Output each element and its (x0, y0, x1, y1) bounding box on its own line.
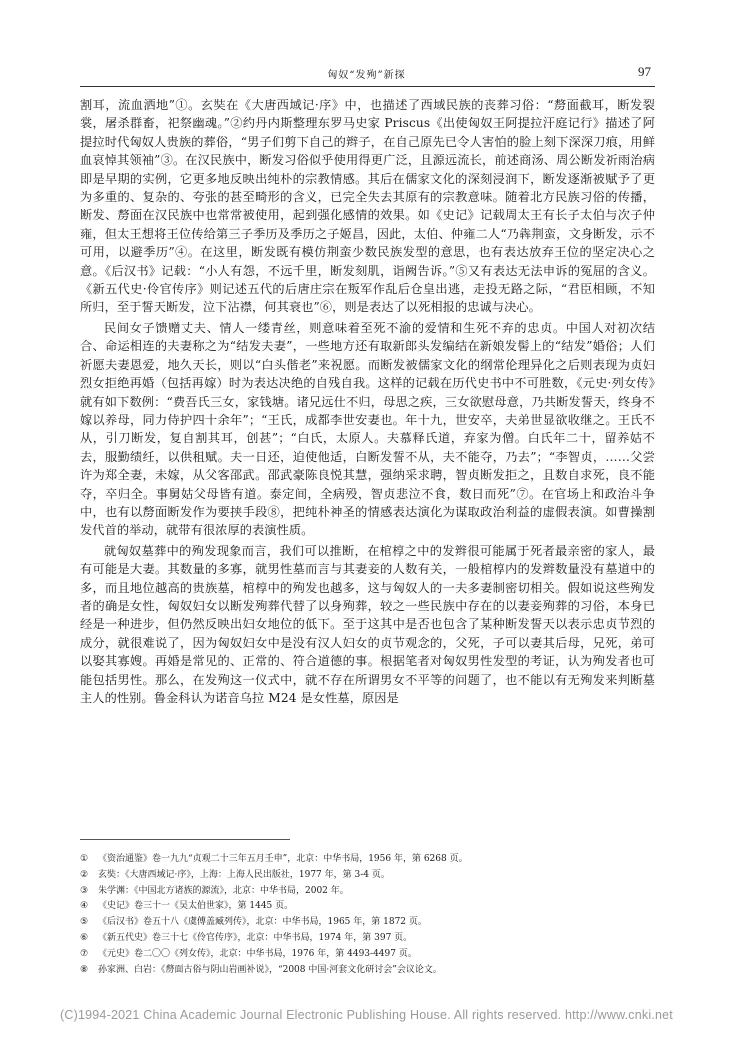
footnote (80, 947, 655, 963)
footnote-text: 朱学渊：《中国北方诸族的源流》，北京：中华书局，2002 年。 (98, 885, 349, 896)
paragraph: 割耳，流血洒地”①。玄奘在《大唐西域记·序》中，也描述了西域民族的丧葬习俗：“剺面截耳，断发裂裳，屠杀群畜，祀祭幽魂。”②约丹内斯整理东罗马史家 Priscus《出使匈奴王阿提拉汗庭记行》描述了阿提拉时代匈奴人贵族的葬俗，“男子们剪下自己的辫子，在自己原先已令人害怕的脸上刻下深深刀痕，用鲜血哀悼其领袖”③。在汉民族中，断发习俗似乎使用得更广泛，且源远流长，前述商汤、周公断发祈雨治病即是早期的实例，它更多地反映出纯朴的宗教情感。其后在儒家文化的深刻浸润下，断发逐渐被赋予了更为多重的、复杂的、夸张的甚至畸形的含义，已完全失去其原有的宗教意味。随着北方民族习俗的传播，断发、剺面在汉民族中也常常被使用，起到强化感情的效果。如《史记》记载周太王有长子太伯与次子仲雍，但太王想将王位传给第三子季历及季历之子姬昌，因此，太伯、仲雍二人“乃犇荆蛮，文身断发，示不可用，以避季历”④。在这里，断发既有模仿荆蛮少数民族发型的意思，也有表达放弃王位的坚定决心之意。《后汉书》记载：“小人有怨，不远千里，断发刻肌，诣阙告诉。”⑤又有表达无法申诉的冤屈的含义。《新五代史·伶官传序》则记述五代的后唐庄宗在叛军作乱后仓皇出逃，走投无路之际，“君臣相顾，不知所归，至于誓天断发，泣下沾襟，何其衰也”⑥，则是表达了以死相报的忠诚与决心。 (80, 98, 655, 315)
footnote-number: ③ (80, 885, 89, 896)
footnote-text: 《元史》卷二〇〇《列女传》，北京：中华书局，1976 年，第 4493-4497 页。 (98, 948, 417, 959)
footnote (80, 931, 655, 947)
main-text (80, 96, 655, 708)
footnote-text: 《后汉书》卷五十八《虞傅盖臧列传》，北京：中华书局，1965 年，第 1872 页。 (98, 917, 427, 928)
footnote-text: 《资治通鉴》卷一九九“贞观二十三年五月壬申”，北京：中华书局，1956 年，第 6268 页。 (98, 854, 468, 864)
footnote-text: 玄奘：《大唐西域记·序》，上海：上海人民出版社，1977 年，第 3-4 页。 (98, 869, 390, 880)
copyright-notice: (C)1994-2021 China Academic Journal Electronic Publishing House. All rights reserved. http://www.cnki.net (60, 1008, 673, 1022)
footnote-number: ① (80, 854, 89, 864)
footnote-text: 《史记》卷三十一《吴太伯世家》，第 1445 页。 (98, 901, 294, 912)
paragraph: 就匈奴墓葬中的殉发现象而言，我们可以推断，在棺椁之中的发辫很可能属于死者最亲密的家人，最有可能是大妻。其数量的多寡，就男性墓而言与其妻妾的人数有关，一般棺椁内的发辫数量没有墓道中的多，而且地位越高的贵族墓，棺椁中的殉发也越多，这与匈奴人的一夫多妻制密切相关。假如说这些殉发者的确是女性，匈奴妇女以断发殉葬代替了以身殉葬，较之一些民族中存在的以妻妾殉葬的习俗，本身已经是一种进步，但仍然反映出妇女地位的低下。至于这其中是否也包含了某种断发誓天以表示忠贞节烈的成分，就很难说了，因为匈奴妇女中是没有汉人妇女的贞节观念的，父死，子可以妻其后母，兄死，弟可以娶其寡嫂。再婚是常见的、正常的、符合道德的事。根据笔者对匈奴男性发型的考证，认为殉发者也可能包括男性。那么，在发殉这一仪式中，就不存在所谓男女不平等的问题了，也不能以有无殉发来判断墓主人的性别。鲁金科认为诺音乌拉 M24 是女性墓，原因是 (80, 543, 655, 705)
header-rule (80, 86, 655, 87)
footnote-rule (80, 839, 290, 840)
footnote (80, 884, 655, 900)
footnote (80, 963, 655, 979)
footnote-number: ⑥ (80, 932, 89, 943)
footnote-number: ② (80, 869, 89, 880)
footnote-number: ④ (80, 901, 89, 912)
footnote-text: 《新五代史》卷三十七《伶官传序》，北京：中华书局，1974 年，第 397 页。 (98, 932, 413, 943)
paragraph: 民间女子馈赠丈夫、情人一缕青丝，则意味着至死不渝的爱情和生死不弃的忠贞。中国人对初次结合、命运相连的夫妻称之为“结发夫妻”，一些地方还有取新郎头发编结在新娘发髻上的“结发”婚俗；人们祈愿夫妻恩爱，地久天长，则以“白头偕老”来祝愿。而断发被儒家文化的纲常伦理异化之后则表现为贞妇烈女拒绝再婚（包括再嫁）时为表达决绝的自残自我。这样的记载在历代史书中不可胜数，《元史·列女传》就有如下数例：“费吾氏三女，家钱塘。诸兄远仕不归，母思之疾，三女欲慰母意，乃共断发誓天，终身不嫁以养母，同力侍护四十余年”；“王氏，成都李世安妻也。年十九，世安卒，夫弟世显欲收继之。王氏不从，引刀断发，复自割其耳，创甚”；“白氏，太原人。夫慕释氏道，弃家为僧。白氏年二十，留养姑不去，服勤绩纴，以供租赋。夫一日还，迫使他适，白断发誓不从，夫不能夺，乃去”；“李智贞，……父尝许为郑全妻，未嫁，从父客邵武。邵武豪陈良悦其慧，强纳采求聘，智贞断发拒之，且数自求死，良不能夺，卒归全。事舅姑父母皆有道。泰定间，全病殁，智贞悲泣不食，数日而死”⑦。在官场上和政治斗争中，也有以剺面断发作为要挟手段⑧，把纯朴神圣的情感表达演化为谋取政治利益的虚假表演。如曹操割发代首的举动，就带有很浓厚的表演性质。 (80, 320, 655, 538)
footnote (80, 915, 655, 931)
running-header-title: 匈奴“发殉”新探 (327, 70, 406, 81)
page-number: 97 (638, 64, 651, 79)
footnote-number: ⑧ (80, 964, 89, 975)
footnote (80, 868, 655, 884)
footnote-number: ⑤ (80, 917, 89, 928)
footnote-number: ⑦ (80, 948, 89, 959)
footnotes (80, 852, 655, 978)
footnote (80, 852, 655, 868)
footnote (80, 899, 655, 915)
footnote-text: 孙家洲、白岩：《剺面古俗与阴山岩画补说》，“2008 中国·河套文化研讨会”会议论文。 (98, 964, 442, 975)
